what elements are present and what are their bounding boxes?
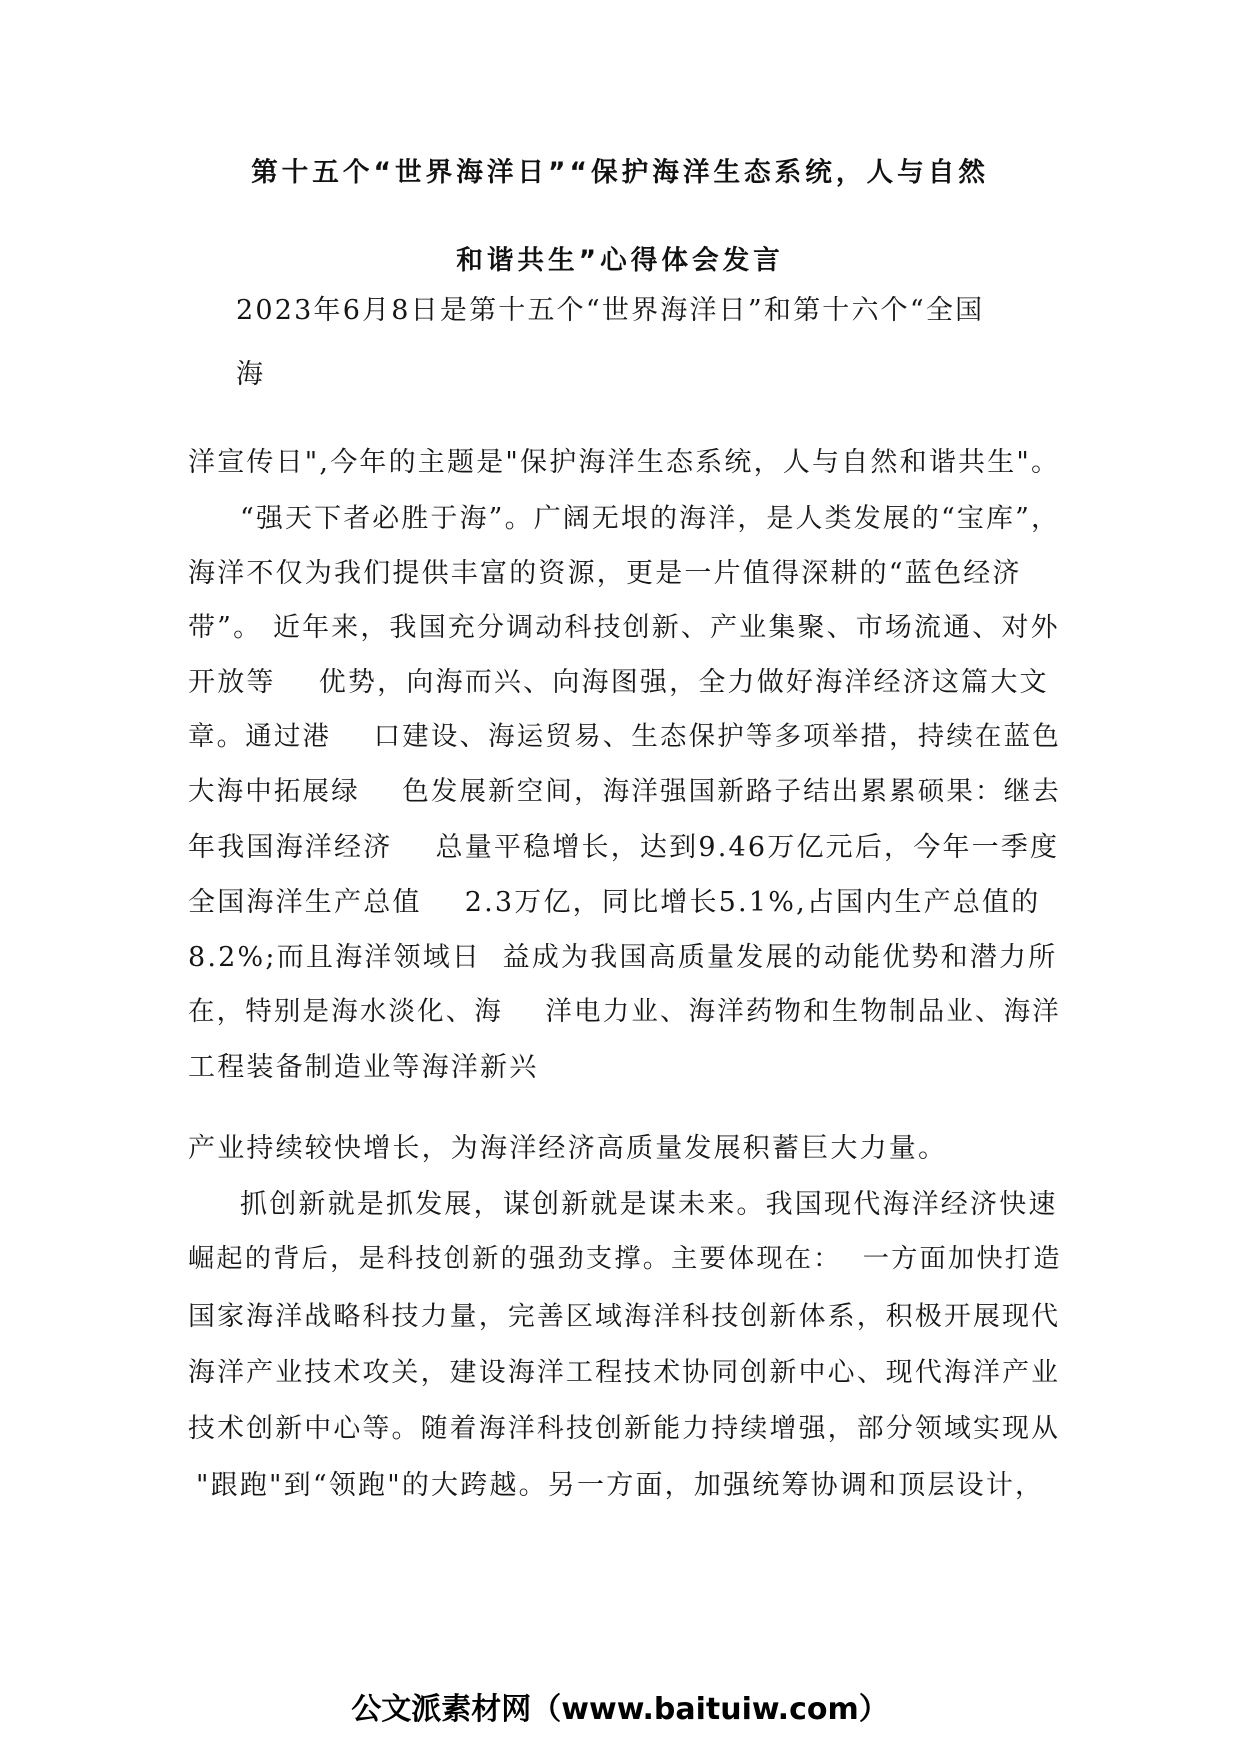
body-line-4: “强天下者必胜于海”。广阔无垠的海洋，是人类发展的“宝库”， [240, 503, 1061, 534]
body-line-9: 大海中拓展绿 色发展新空间，海洋强国新路子结出累累硕果：继去 [188, 776, 1061, 807]
body-line-11: 全国海洋生产总值 2.3万亿，同比增长5.1%,占国内生产总值的 [188, 887, 1041, 918]
body-line-10: 年我国海洋经济 总量平稳增长，达到9.46万亿元后，今年一季度 [188, 832, 1060, 863]
body-line-12: 8.2%;而且海洋领域日 益成为我国高质量发展的动能优势和潜力所 [188, 942, 1058, 973]
body-line-8: 章。通过港 口建设、海运贸易、生态保护等多项举措，持续在蓝色 [188, 721, 1061, 752]
body-line-16: 抓创新就是抓发展，谋创新就是谋未来。我国现代海洋经济快速 [240, 1189, 1058, 1220]
footer-source: 公文派素材网（www.baituiw.com） [351, 1692, 889, 1727]
body-line-5: 海洋不仅为我们提供丰富的资源，更是一片值得深耕的“蓝色经济 [188, 558, 1022, 589]
body-line-6: 带”。 近年来，我国充分调动科技创新、产业集聚、市场流通、对外 [188, 612, 1060, 643]
body-line-14: 工程装备制造业等海洋新兴 [188, 1052, 539, 1083]
body-line-13: 在，特别是海水淡化、海 洋电力业、海洋药物和生物制品业、海洋 [188, 996, 1061, 1027]
document-title-line-1: 第十五个“世界海洋日”“保护海洋生态系统，人与自然 [251, 157, 989, 188]
body-line-3: 洋宣传日",今年的主题是"保护海洋生态系统，人与自然和谐共生"。 [188, 447, 1061, 478]
body-line-15: 产业持续较快增长，为海洋经济高质量发展积蓄巨大力量。 [188, 1133, 948, 1164]
body-line-20: 技术创新中心等。随着海洋科技创新能力持续增强，部分领域实现从 [188, 1413, 1061, 1444]
body-line-21: "跟跑"到“领跑"的大跨越。另一方面，加强统筹协调和顶层设计， [196, 1470, 1045, 1501]
body-line-17: 崛起的背后，是科技创新的强劲支撑。主要体现在： 一方面加快打造 [188, 1244, 1062, 1274]
body-line-7: 开放等 优势，向海而兴、向海图强，全力做好海洋经济这篇大文 [188, 667, 1049, 698]
body-line-1: 2023年6月8日是第十五个“世界海洋日”和第十六个“全国 [236, 295, 985, 326]
document-title-line-2: 和谐共生”心得体会发言 [456, 245, 784, 276]
body-line-2: 海 [236, 359, 266, 390]
body-line-18: 国家海洋战略科技力量，完善区域海洋科技创新体系，积极开展现代 [188, 1301, 1061, 1332]
body-line-19: 海洋产业技术攻关，建设海洋工程技术协同创新中心、现代海洋产业 [188, 1357, 1061, 1388]
